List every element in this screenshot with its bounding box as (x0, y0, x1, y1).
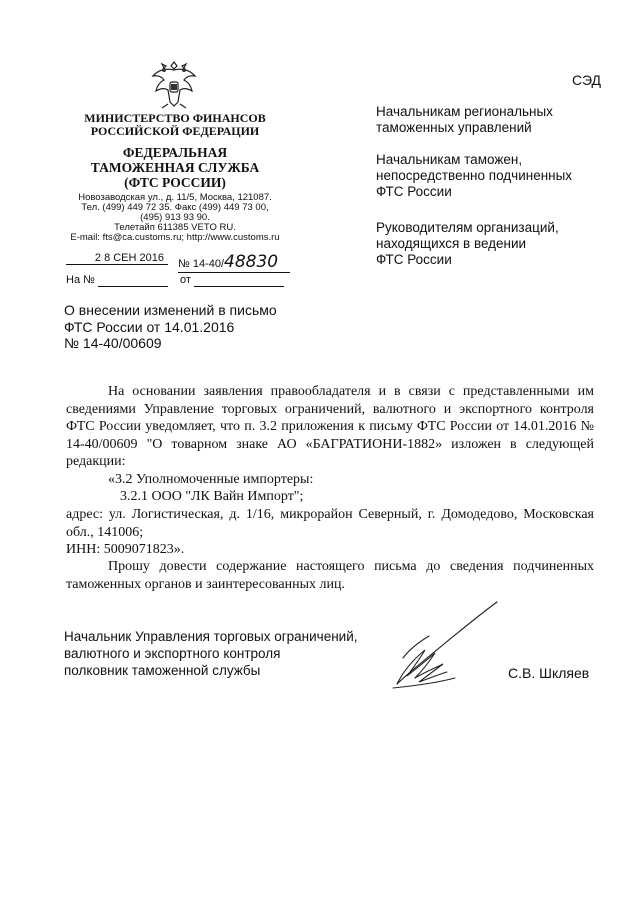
signatory-title (64, 628, 358, 679)
ministry-line-2: РОССИЙСКОЙ ФЕДЕРАЦИИ (90, 124, 260, 138)
handwritten-signature-icon (385, 598, 505, 693)
recipient-line: ФТС России (376, 252, 452, 267)
signatory-title-line: валютного и экспортного контроля (64, 646, 281, 661)
ministry-line-1: МИНИСТЕРСТВО ФИНАНСОВ (84, 111, 266, 125)
recipient-line: непосредственно подчиненных (376, 168, 573, 183)
signatory-title-line: Начальник Управления торговых ограничений, (64, 629, 358, 644)
quoted-item-heading: «3.2 Уполномоченные импортеры: (108, 472, 314, 487)
recipient-customs (376, 152, 616, 200)
recipient-line: Начальникам таможен, (376, 152, 523, 167)
quoted-inn: ИНН: 5009071823». (66, 542, 185, 557)
recipient-line: Руководителям организаций, (376, 220, 559, 235)
signatory-title-line: полковник таможенной службы (64, 663, 261, 678)
signatory-name: С.В. Шкляев (508, 665, 590, 681)
address-line-4: Телетайп 611385 VETO RU. (114, 222, 236, 233)
recipient-regional-directorates (376, 104, 616, 136)
registration-date: 2 8 СЕН 2016 (66, 252, 168, 265)
registration-number-prefix: № 14-40/ (178, 258, 225, 270)
subject-line: № 14-40/00609 (64, 335, 162, 351)
quoted-address: адрес: ул. Логистическая, д. 1/16, микрорайон Северный, г. Домодедово, Московская обл., 141006; (66, 507, 594, 540)
service-line-3: (ФТС РОССИИ) (124, 175, 226, 190)
recipient-line: находящихся в ведении (376, 236, 527, 251)
reference-row (66, 274, 168, 287)
subject-line: ФТС России от 14.01.2016 (64, 318, 235, 335)
address-line-2: Тел. (499) 449 72 35. Факс (499) 449 73 00, (81, 202, 269, 213)
reference-date-row (180, 274, 284, 287)
reference-date-label: от (180, 274, 191, 286)
recipient-line: таможенных управлений (376, 120, 532, 135)
service-line-2: ТАМОЖЕННАЯ СЛУЖБА (90, 160, 260, 175)
address-line-5: E-mail: fts@ca.customs.ru; http://www.customs.ru (70, 232, 280, 243)
body-paragraph-2: Прошу довести содержание настоящего письма до сведения подчиненных таможенных органов и заинтересованных лиц. (66, 559, 594, 592)
letter-subject (64, 302, 277, 352)
quoted-importer: 3.2.1 ООО "ЛК Вайн Импорт"; (120, 489, 304, 504)
registration-number-handwritten: 48830 (224, 252, 279, 272)
coat-of-arms-emblem-icon (150, 58, 198, 110)
recipient-line: ФТС России (376, 184, 452, 199)
subject-line: О внесении изменений в письмо (64, 302, 277, 318)
service-line-1: ФЕДЕРАЛЬНАЯ (122, 145, 228, 160)
address-line-3: (495) 913 93 90. (140, 212, 210, 223)
registration-number-row (178, 252, 290, 273)
registration-date-row (66, 252, 168, 265)
body-paragraph-1: На основании заявления правообладателя и в связи с представленными им сведениями Управление торговых ограничений, валютного и экспортного контроля ФТС России уведомляет, что п. 3.2 приложения к письму ФТС России от 14.01.2016 № 14-40/00609 "О товарном знаке АО «БАГРАТИОНИ-1882» изложен в следующей редакции: (66, 384, 594, 469)
sed-mark: СЭД (572, 72, 602, 88)
address-line-1: Новозаводская ул., д. 11/5, Москва, 121087. (78, 192, 272, 203)
recipient-line: Начальникам региональных (376, 104, 553, 119)
reference-number-label: На № (66, 274, 95, 286)
recipient-organizations (376, 220, 616, 268)
